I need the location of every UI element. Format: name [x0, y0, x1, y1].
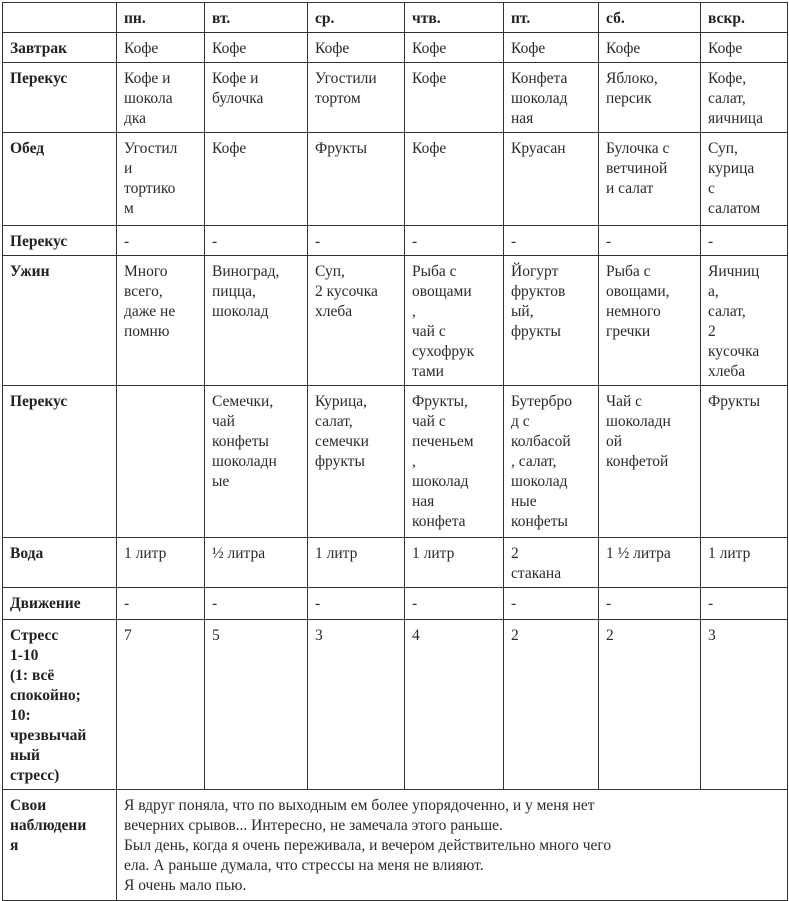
cell-movement-fri: - — [504, 588, 599, 620]
cell-snack-evening-wed: Курица, салат, семечки фрукты — [308, 386, 405, 538]
cell-snack-morning-tue: Кофе и булочка — [205, 63, 308, 133]
cell-dinner-mon: Много всего, даже не помню — [117, 256, 205, 386]
cell-dinner-sat: Рыба с овощами, немного гречки — [599, 256, 701, 386]
cell-snack-afternoon-fri: - — [504, 226, 599, 256]
cell-snack-afternoon-sun: - — [701, 226, 788, 256]
row-movement — [3, 588, 788, 620]
row-water — [3, 538, 788, 588]
cell-lunch-thu: Кофе — [405, 133, 504, 226]
row-label-snack-morning: Перекус — [3, 63, 117, 133]
cell-lunch-mon: Угостил и тортико м — [117, 133, 205, 226]
cell-snack-morning-thu: Кофе — [405, 63, 504, 133]
cell-lunch-tue: Кофе — [205, 133, 308, 226]
row-label-snack-afternoon: Перекус — [3, 226, 117, 256]
cell-movement-sun: - — [701, 588, 788, 620]
cell-breakfast-fri: Кофе — [504, 33, 599, 63]
cell-water-mon: 1 литр — [117, 538, 205, 588]
cell-stress-wed: 3 — [308, 620, 405, 790]
cell-snack-morning-sat: Яблоко, персик — [599, 63, 701, 133]
cell-breakfast-tue: Кофе — [205, 33, 308, 63]
cell-breakfast-sun: Кофе — [701, 33, 788, 63]
cell-dinner-fri: Йогурт фруктов ый, фрукты — [504, 256, 599, 386]
row-snack-afternoon — [3, 226, 788, 256]
row-lunch — [3, 133, 788, 226]
row-label-dinner: Ужин — [3, 256, 117, 386]
cell-water-sun: 1 литр — [701, 538, 788, 588]
cell-breakfast-mon: Кофе — [117, 33, 205, 63]
cell-movement-mon: - — [117, 588, 205, 620]
cell-lunch-sun: Суп, курица с салатом — [701, 133, 788, 226]
cell-stress-sat: 2 — [599, 620, 701, 790]
cell-snack-morning-mon: Кофе и шокола дка — [117, 63, 205, 133]
cell-lunch-fri: Круасан — [504, 133, 599, 226]
cell-dinner-sun: Яичниц а, салат, 2 кусочка хлеба — [701, 256, 788, 386]
day-header-fri: пт. — [504, 3, 599, 33]
row-snack-morning — [3, 63, 788, 133]
cell-snack-morning-wed: Угостили тортом — [308, 63, 405, 133]
cell-stress-thu: 4 — [405, 620, 504, 790]
row-label-movement: Движение — [3, 588, 117, 620]
cell-water-wed: 1 литр — [308, 538, 405, 588]
cell-lunch-wed: Фрукты — [308, 133, 405, 226]
cell-dinner-thu: Рыба с овощами , чай с сухофрук тами — [405, 256, 504, 386]
row-label-snack-evening: Перекус — [3, 386, 117, 538]
cell-snack-afternoon-tue: - — [205, 226, 308, 256]
day-header-mon: пн. — [117, 3, 205, 33]
day-header-sat: сб. — [599, 3, 701, 33]
corner-cell — [3, 3, 117, 33]
row-stress — [3, 620, 788, 790]
cell-snack-evening-fri: Бутербро д с колбасой , салат, шоколад ные конфеты — [504, 386, 599, 538]
row-snack-evening — [3, 386, 788, 538]
row-label-breakfast: Завтрак — [3, 33, 117, 63]
cell-stress-fri: 2 — [504, 620, 599, 790]
cell-stress-tue: 5 — [205, 620, 308, 790]
row-label-notes: Свои наблюдени я — [3, 790, 117, 901]
cell-snack-afternoon-sat: - — [599, 226, 701, 256]
row-label-stress: Стресс 1-10 (1: всё спокойно; 10: чрезвычай ный стресс) — [3, 620, 117, 790]
day-header-wed: ср. — [308, 3, 405, 33]
cell-movement-thu: - — [405, 588, 504, 620]
row-notes — [3, 790, 788, 901]
cell-movement-wed: - — [308, 588, 405, 620]
cell-snack-morning-fri: Конфета шоколад ная — [504, 63, 599, 133]
cell-snack-afternoon-wed: - — [308, 226, 405, 256]
row-label-water: Вода — [3, 538, 117, 588]
cell-breakfast-wed: Кофе — [308, 33, 405, 63]
cell-stress-mon: 7 — [117, 620, 205, 790]
cell-movement-sat: - — [599, 588, 701, 620]
cell-stress-sun: 3 — [701, 620, 788, 790]
page — [2, 2, 787, 898]
cell-water-thu: 1 литр — [405, 538, 504, 588]
cell-breakfast-sat: Кофе — [599, 33, 701, 63]
cell-snack-evening-tue: Семечки, чай конфеты шоколадн ые — [205, 386, 308, 538]
cell-snack-evening-sat: Чай с шоколадн ой конфетой — [599, 386, 701, 538]
day-header-thu: чтв. — [405, 3, 504, 33]
cell-snack-evening-sun: Фрукты — [701, 386, 788, 538]
cell-snack-evening-mon — [117, 386, 205, 538]
day-header-tue: вт. — [205, 3, 308, 33]
cell-lunch-sat: Булочка с ветчиной и салат — [599, 133, 701, 226]
cell-breakfast-thu: Кофе — [405, 33, 504, 63]
cell-movement-tue: - — [205, 588, 308, 620]
cell-snack-evening-thu: Фрукты, чай с печеньем , шоколад ная конфета — [405, 386, 504, 538]
row-breakfast — [3, 33, 788, 63]
cell-snack-afternoon-mon: - — [117, 226, 205, 256]
header-row — [3, 3, 788, 33]
cell-snack-morning-sun: Кофе, салат, яичница — [701, 63, 788, 133]
notes-text: Я вдруг поняла, что по выходным ем более упорядоченно, и у меня нет вечерних срывов... Интересно, не замечала этого раньше. Был день, когда я очень переживала, и вечером действительно много чего ела. А раньше думала, что стрессы на меня не влияют. Я очень мало пью. — [117, 790, 788, 901]
cell-dinner-tue: Виноград, пицца, шоколад — [205, 256, 308, 386]
row-dinner — [3, 256, 788, 386]
cell-dinner-wed: Суп, 2 кусочка хлеба — [308, 256, 405, 386]
day-header-sun: вскр. — [701, 3, 788, 33]
cell-snack-afternoon-thu: - — [405, 226, 504, 256]
cell-water-fri: 2 стакана — [504, 538, 599, 588]
cell-water-tue: ½ литра — [205, 538, 308, 588]
row-label-lunch: Обед — [3, 133, 117, 226]
food-diary-table — [2, 2, 788, 901]
cell-water-sat: 1 ½ литра — [599, 538, 701, 588]
